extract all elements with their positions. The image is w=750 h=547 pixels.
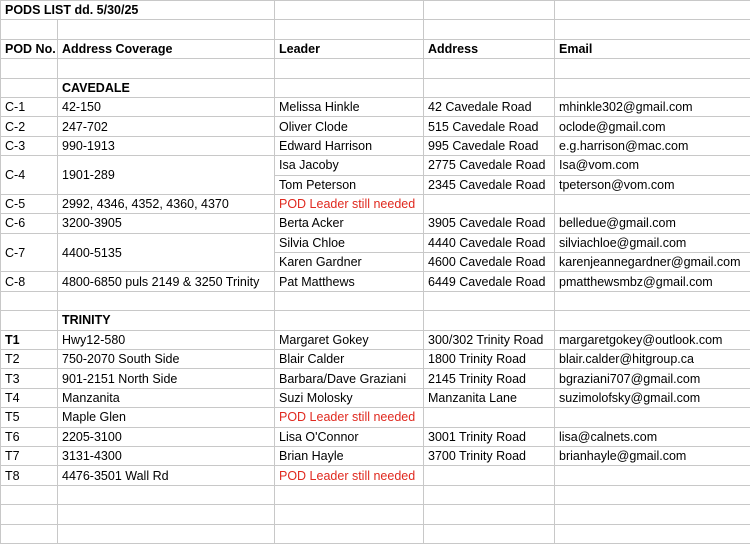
pod-number[interactable]: T2 — [1, 350, 58, 369]
leader-email[interactable]: pmatthewsmbz@gmail.com — [555, 272, 750, 291]
leader-name[interactable]: POD Leader still needed — [275, 466, 424, 485]
empty-cell[interactable] — [275, 485, 424, 504]
leader-address[interactable]: 3700 Trinity Road — [424, 446, 555, 465]
empty-cell[interactable] — [555, 1, 750, 20]
empty-cell[interactable] — [1, 524, 58, 543]
leader-email[interactable]: e.g.harrison@mac.com — [555, 136, 750, 155]
table-row — [1, 350, 750, 369]
table-row — [1, 427, 750, 446]
empty-cell[interactable] — [1, 78, 58, 97]
pod-number[interactable]: C-5 — [1, 194, 58, 213]
empty-cell[interactable] — [555, 524, 750, 543]
empty-cell[interactable] — [555, 485, 750, 504]
table-row — [1, 272, 750, 291]
table-row — [1, 330, 750, 349]
leader-name[interactable]: Blair Calder — [275, 350, 424, 369]
leader-email[interactable] — [555, 194, 750, 213]
empty-cell[interactable] — [58, 505, 275, 524]
empty-cell[interactable] — [424, 1, 555, 20]
leader-email[interactable]: blair.calder@hitgroup.ca — [555, 350, 750, 369]
table-row — [1, 388, 750, 407]
leader-address[interactable]: 2775 Cavedale Road — [424, 156, 555, 175]
leader-name[interactable]: POD Leader still needed — [275, 408, 424, 427]
address-coverage[interactable]: Manzanita — [58, 388, 275, 407]
leader-name[interactable]: Barbara/Dave Graziani — [275, 369, 424, 388]
empty-cell[interactable] — [275, 291, 424, 310]
empty-cell[interactable] — [275, 505, 424, 524]
empty-cell[interactable] — [1, 311, 58, 330]
leader-address[interactable]: 995 Cavedale Road — [424, 136, 555, 155]
table-row — [1, 117, 750, 136]
empty-cell[interactable] — [275, 524, 424, 543]
leader-name[interactable]: POD Leader still needed — [275, 194, 424, 213]
pod-number[interactable]: T8 — [1, 466, 58, 485]
table-row — [1, 466, 750, 485]
address-coverage[interactable]: Maple Glen — [58, 408, 275, 427]
pod-number[interactable]: T4 — [1, 388, 58, 407]
table-row — [1, 1, 750, 20]
empty-cell[interactable] — [555, 291, 750, 310]
leader-address[interactable] — [424, 194, 555, 213]
empty-cell[interactable] — [275, 1, 424, 20]
table-row — [1, 214, 750, 233]
address-coverage[interactable]: 4800-6850 puls 2149 & 3250 Trinity — [58, 272, 275, 291]
empty-cell[interactable] — [275, 59, 424, 78]
table-row — [1, 20, 750, 39]
empty-cell[interactable] — [58, 524, 275, 543]
empty-cell[interactable] — [1, 59, 58, 78]
leader-email[interactable] — [555, 408, 750, 427]
leader-address[interactable]: 300/302 Trinity Road — [424, 330, 555, 349]
empty-cell[interactable] — [424, 311, 555, 330]
leader-address[interactable]: 4440 Cavedale Road — [424, 233, 555, 252]
leader-address[interactable]: 2345 Cavedale Road — [424, 175, 555, 194]
leader-name[interactable]: Edward Harrison — [275, 136, 424, 155]
empty-cell[interactable] — [58, 291, 275, 310]
leader-address[interactable] — [424, 466, 555, 485]
empty-cell[interactable] — [1, 291, 58, 310]
address-coverage[interactable]: 42-150 — [58, 97, 275, 116]
address-coverage[interactable]: 2205-3100 — [58, 427, 275, 446]
empty-cell[interactable] — [1, 20, 58, 39]
leader-address[interactable]: 4600 Cavedale Road — [424, 253, 555, 272]
table-row — [1, 524, 750, 543]
column-header-email[interactable]: Email — [555, 39, 750, 58]
empty-cell[interactable] — [424, 20, 555, 39]
leader-email[interactable]: mhinkle302@gmail.com — [555, 97, 750, 116]
section-heading[interactable]: CAVEDALE — [58, 78, 275, 97]
table-row — [1, 194, 750, 213]
leader-address[interactable]: Manzanita Lane — [424, 388, 555, 407]
empty-cell[interactable] — [424, 505, 555, 524]
pod-number[interactable]: C-7 — [1, 233, 58, 272]
column-header-pod[interactable]: POD No. — [1, 39, 58, 58]
leader-email[interactable]: karenjeannegardner@gmail.com — [555, 253, 750, 272]
empty-cell[interactable] — [275, 78, 424, 97]
address-coverage[interactable]: 1901-289 — [58, 156, 275, 195]
table-row — [1, 97, 750, 116]
pod-number[interactable]: C-8 — [1, 272, 58, 291]
leader-name[interactable]: Tom Peterson — [275, 175, 424, 194]
table-row — [1, 39, 750, 58]
leader-name[interactable]: Brian Hayle — [275, 446, 424, 465]
table-row — [1, 136, 750, 155]
leader-address[interactable]: 42 Cavedale Road — [424, 97, 555, 116]
column-header-address[interactable]: Address — [424, 39, 555, 58]
leader-name[interactable]: Margaret Gokey — [275, 330, 424, 349]
table-row — [1, 156, 750, 175]
address-coverage[interactable]: 3200-3905 — [58, 214, 275, 233]
table-row — [1, 59, 750, 78]
empty-cell[interactable] — [555, 59, 750, 78]
leader-address[interactable]: 3001 Trinity Road — [424, 427, 555, 446]
table-row — [1, 233, 750, 252]
empty-cell[interactable] — [424, 59, 555, 78]
empty-cell[interactable] — [555, 20, 750, 39]
address-coverage[interactable]: 4476-3501 Wall Rd — [58, 466, 275, 485]
leader-email[interactable]: lisa@calnets.com — [555, 427, 750, 446]
address-coverage[interactable]: 750-2070 South Side — [58, 350, 275, 369]
leader-email[interactable]: suzimolofsky@gmail.com — [555, 388, 750, 407]
empty-cell[interactable] — [555, 505, 750, 524]
table-row — [1, 291, 750, 310]
column-header-coverage[interactable]: Address Coverage — [58, 39, 275, 58]
pod-number[interactable]: C-2 — [1, 117, 58, 136]
pod-number[interactable]: C-4 — [1, 156, 58, 195]
table-row — [1, 311, 750, 330]
empty-cell[interactable] — [424, 291, 555, 310]
pod-number[interactable]: C-1 — [1, 97, 58, 116]
leader-name[interactable]: Karen Gardner — [275, 253, 424, 272]
pod-number[interactable]: T5 — [1, 408, 58, 427]
address-coverage[interactable]: Hwy12-580 — [58, 330, 275, 349]
leader-name[interactable]: Oliver Clode — [275, 117, 424, 136]
empty-cell[interactable] — [58, 20, 275, 39]
pod-number[interactable]: C-3 — [1, 136, 58, 155]
leader-name[interactable]: Silvia Chloe — [275, 233, 424, 252]
empty-cell[interactable] — [555, 311, 750, 330]
table-row — [1, 446, 750, 465]
pod-number[interactable]: T1 — [1, 330, 58, 349]
address-coverage[interactable]: 990-1913 — [58, 136, 275, 155]
pod-number[interactable]: T6 — [1, 427, 58, 446]
leader-address[interactable]: 3905 Cavedale Road — [424, 214, 555, 233]
leader-email[interactable]: silviachloe@gmail.com — [555, 233, 750, 252]
leader-name[interactable]: Suzi Molosky — [275, 388, 424, 407]
empty-cell[interactable] — [275, 20, 424, 39]
pod-number[interactable]: T3 — [1, 369, 58, 388]
address-coverage[interactable]: 4400-5135 — [58, 233, 275, 272]
leader-name[interactable]: Pat Matthews — [275, 272, 424, 291]
address-coverage[interactable]: 2992, 4346, 4352, 4360, 4370 — [58, 194, 275, 213]
empty-cell[interactable] — [1, 485, 58, 504]
empty-cell[interactable] — [1, 505, 58, 524]
leader-address[interactable]: 1800 Trinity Road — [424, 350, 555, 369]
leader-email[interactable]: margaretgokey@outlook.com — [555, 330, 750, 349]
leader-address[interactable]: 6449 Cavedale Road — [424, 272, 555, 291]
address-coverage[interactable]: 3131-4300 — [58, 446, 275, 465]
leader-name[interactable]: Melissa Hinkle — [275, 97, 424, 116]
leader-address[interactable]: 2145 Trinity Road — [424, 369, 555, 388]
leader-email[interactable]: belledue@gmail.com — [555, 214, 750, 233]
empty-cell[interactable] — [424, 78, 555, 97]
leader-email[interactable]: oclode@gmail.com — [555, 117, 750, 136]
leader-email[interactable]: bgraziani707@gmail.com — [555, 369, 750, 388]
address-coverage[interactable]: 901-2151 North Side — [58, 369, 275, 388]
leader-email[interactable]: tpeterson@vom.com — [555, 175, 750, 194]
table-row — [1, 78, 750, 97]
leader-email[interactable]: brianhayle@gmail.com — [555, 446, 750, 465]
empty-cell[interactable] — [555, 78, 750, 97]
address-coverage[interactable]: 247-702 — [58, 117, 275, 136]
pod-number[interactable]: T7 — [1, 446, 58, 465]
empty-cell[interactable] — [58, 59, 275, 78]
sheet-title[interactable]: PODS LIST dd. 5/30/25 — [1, 1, 275, 20]
table-row — [1, 485, 750, 504]
leader-name[interactable]: Lisa O'Connor — [275, 427, 424, 446]
empty-cell[interactable] — [58, 485, 275, 504]
leader-address[interactable] — [424, 408, 555, 427]
leader-email[interactable] — [555, 466, 750, 485]
leader-address[interactable]: 515 Cavedale Road — [424, 117, 555, 136]
empty-cell[interactable] — [275, 311, 424, 330]
empty-cell[interactable] — [424, 524, 555, 543]
section-heading[interactable]: TRINITY — [58, 311, 275, 330]
table-row — [1, 369, 750, 388]
table-row — [1, 505, 750, 524]
empty-cell[interactable] — [424, 485, 555, 504]
pod-number[interactable]: C-6 — [1, 214, 58, 233]
leader-name[interactable]: Isa Jacoby — [275, 156, 424, 175]
table-row — [1, 408, 750, 427]
leader-email[interactable]: Isa@vom.com — [555, 156, 750, 175]
column-header-name[interactable]: Leader — [275, 39, 424, 58]
leader-name[interactable]: Berta Acker — [275, 214, 424, 233]
